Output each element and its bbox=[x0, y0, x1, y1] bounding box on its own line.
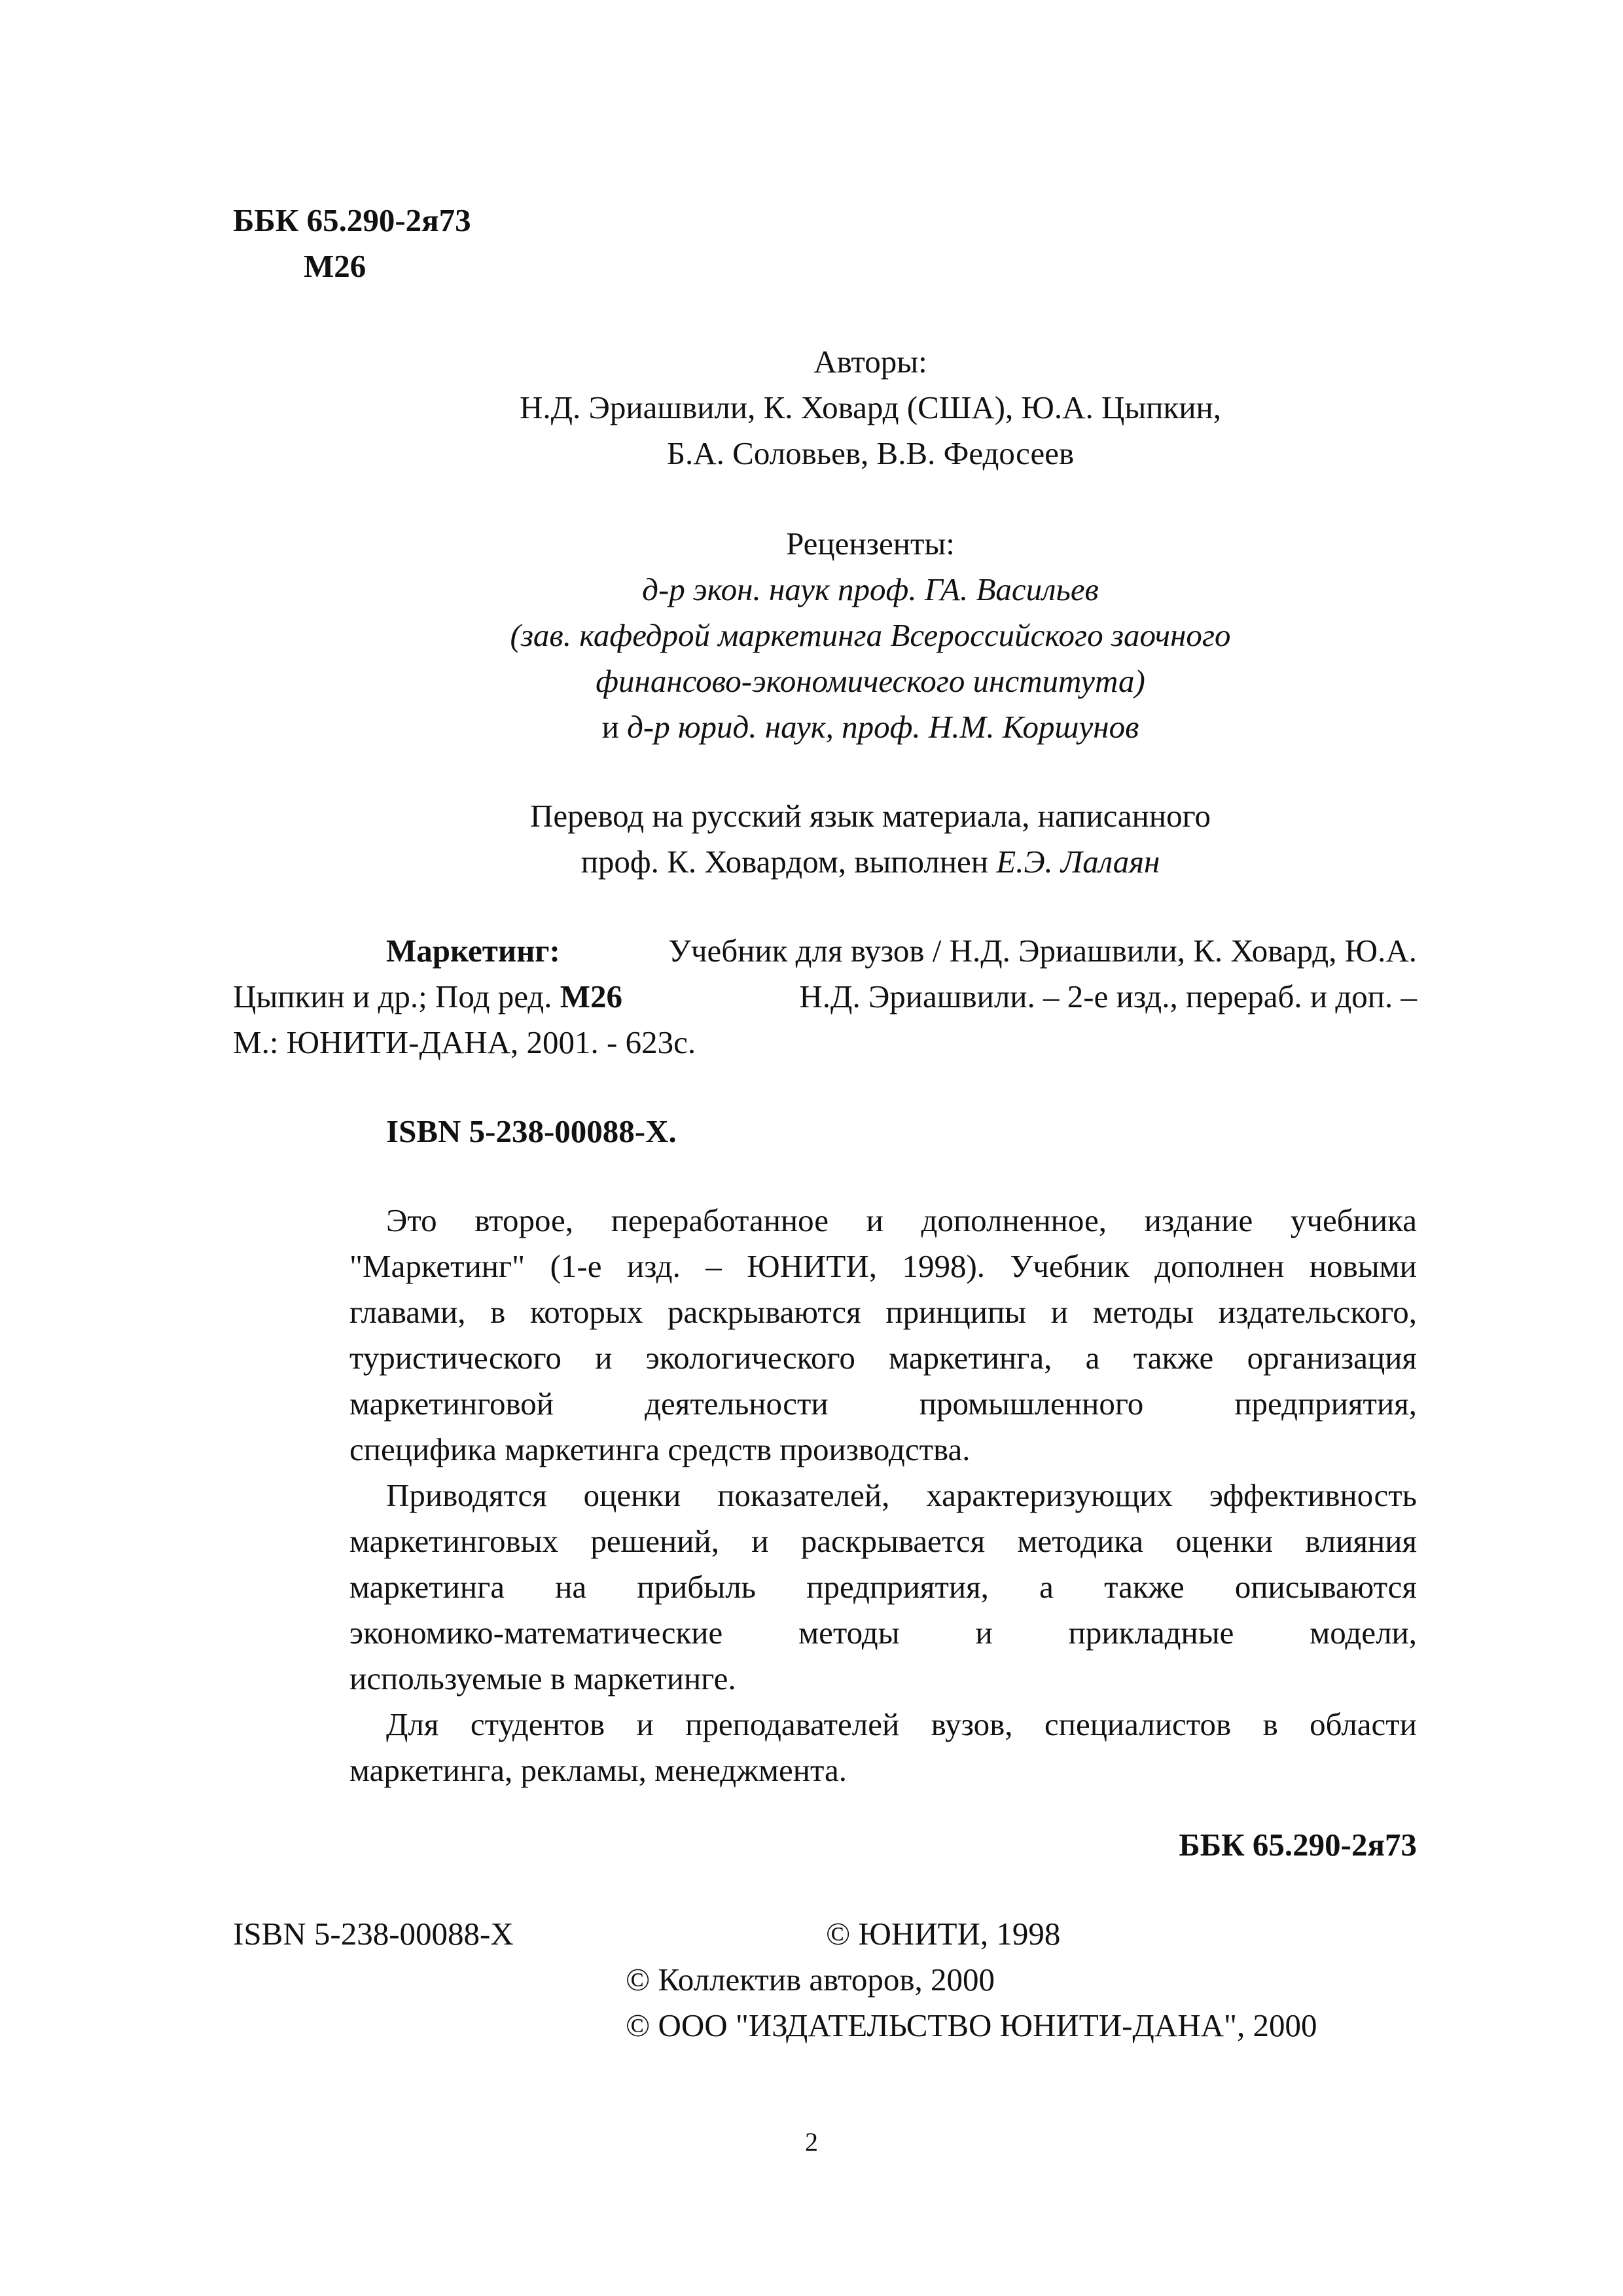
abstract-p2-line bbox=[349, 1564, 1417, 1610]
page-number: 2 bbox=[805, 2127, 818, 2157]
abstract-word: издание bbox=[1144, 1202, 1253, 1238]
abstract-word: и bbox=[751, 1523, 769, 1559]
abstract-word: главами, bbox=[349, 1294, 466, 1330]
bibliography-line-2-b: Н.Д. Эриашвили. – 2-е изд., перераб. и доп. – bbox=[799, 978, 1417, 1014]
author-mark: М26 bbox=[304, 248, 366, 284]
reviewer-2-line bbox=[0, 704, 1623, 750]
abstract-word: – bbox=[705, 1248, 722, 1284]
abstract-p3-line bbox=[386, 1702, 1417, 1748]
bibliography-line-3: М.: ЮНИТИ-ДАНА, 2001. - 623с. bbox=[233, 1024, 696, 1060]
bbk-code: ББК 65.290-2я73 bbox=[233, 202, 471, 238]
abstract-word: модели, bbox=[1310, 1615, 1417, 1651]
translation-line-1: Перевод на русский язык материала, написанного bbox=[529, 798, 1211, 834]
abstract-word: области bbox=[1310, 1706, 1417, 1742]
bibliography-title: Маркетинг: bbox=[386, 933, 560, 969]
abstract-word: изд. bbox=[626, 1248, 681, 1284]
authors-line-1: Н.Д. Эриашвили, К. Ховард (США), Ю.А. Цыпкин, bbox=[519, 389, 1222, 425]
abstract-word: и bbox=[1050, 1294, 1068, 1330]
bbk-code-right: ББК 65.290-2я73 bbox=[1179, 1827, 1417, 1863]
abstract-word: решений, bbox=[590, 1523, 719, 1559]
abstract-word: вузов, bbox=[931, 1706, 1013, 1742]
abstract-word: и bbox=[866, 1202, 883, 1238]
translation-prefix: проф. К. Ховардом, выполнен bbox=[580, 844, 989, 880]
abstract-word: методика bbox=[1017, 1523, 1144, 1559]
abstract-word: прибыль bbox=[637, 1569, 756, 1605]
abstract-word: промышленного bbox=[919, 1386, 1144, 1422]
copyright-authors: © Коллектив авторов, 2000 bbox=[626, 1962, 995, 1998]
abstract-word: в bbox=[490, 1294, 506, 1330]
abstract-p1-line bbox=[349, 1381, 1417, 1427]
abstract-word: в bbox=[1262, 1706, 1278, 1742]
reviewers-heading: Рецензенты: bbox=[786, 526, 955, 562]
abstract-word: предприятия, bbox=[806, 1569, 989, 1605]
abstract-word: туристического bbox=[349, 1340, 562, 1376]
abstract-p2-last-line: используемые в маркетинге. bbox=[349, 1660, 736, 1696]
abstract-p1-last-line: специфика маркетинга средств производства. bbox=[349, 1431, 971, 1467]
abstract-word: экономико-математические bbox=[349, 1615, 723, 1651]
bibliography-line-1-text: Учебник для вузов / Н.Д. Эриашвили, К. Ховард, Ю.А. bbox=[668, 933, 1417, 969]
abstract-word: которых bbox=[529, 1294, 643, 1330]
reviewer-2: д-р юрид. наук, проф. Н.М. Коршунов bbox=[627, 709, 1139, 745]
abstract-p3-last-line: маркетинга, рекламы, менеджмента. bbox=[349, 1752, 847, 1788]
abstract-word: на bbox=[555, 1569, 587, 1605]
abstract-word: также bbox=[1133, 1340, 1214, 1376]
reviewer-1-affiliation-cont: финансово-экономического института) bbox=[596, 663, 1145, 699]
abstract-word: а bbox=[1085, 1340, 1100, 1376]
bibliography-line-2 bbox=[233, 974, 1417, 1020]
abstract-word: ЮНИТИ, bbox=[747, 1248, 877, 1284]
abstract-word: Для bbox=[386, 1706, 439, 1742]
abstract-word: Приводятся bbox=[386, 1477, 547, 1513]
abstract-word: прикладные bbox=[1068, 1615, 1234, 1651]
abstract-word: 1998). bbox=[902, 1248, 986, 1284]
abstract-word: эффективность bbox=[1209, 1477, 1417, 1513]
abstract-word: маркетинговой bbox=[349, 1386, 554, 1422]
abstract-word: методы bbox=[1092, 1294, 1194, 1330]
abstract-word: учебника bbox=[1290, 1202, 1417, 1238]
bibliography-code: М26 bbox=[560, 978, 622, 1014]
copyright-unity: © ЮНИТИ, 1998 bbox=[826, 1916, 1061, 1952]
abstract-word: маркетинга bbox=[349, 1569, 505, 1605]
abstract-word: Это bbox=[386, 1202, 437, 1238]
abstract-word: влияния bbox=[1305, 1523, 1417, 1559]
authors-heading: Авторы: bbox=[813, 344, 927, 380]
abstract-word: издательского, bbox=[1218, 1294, 1417, 1330]
abstract-p1-line bbox=[386, 1198, 1417, 1244]
abstract-word: второе, bbox=[474, 1202, 574, 1238]
abstract-word: также bbox=[1104, 1569, 1185, 1605]
abstract-p1-line bbox=[349, 1289, 1417, 1335]
abstract-word: организация bbox=[1247, 1340, 1417, 1376]
abstract-word: и bbox=[975, 1615, 993, 1651]
abstract-word: оценки bbox=[583, 1477, 681, 1513]
abstract-word: характеризующих bbox=[926, 1477, 1173, 1513]
abstract-word: специалистов bbox=[1044, 1706, 1232, 1742]
abstract-word: принципы bbox=[885, 1294, 1027, 1330]
copyright-publisher: © ООО "ИЗДАТЕЛЬСТВО ЮНИТИ-ДАНА", 2000 bbox=[626, 2007, 1317, 2043]
abstract-word: описываются bbox=[1234, 1569, 1417, 1605]
abstract-word: студентов bbox=[470, 1706, 605, 1742]
abstract-word: (1-е bbox=[550, 1248, 602, 1284]
abstract-p1-line bbox=[349, 1244, 1417, 1289]
abstract-word: раскрываются bbox=[667, 1294, 861, 1330]
abstract-word: дополнен bbox=[1154, 1248, 1285, 1284]
footer-isbn: ISBN 5-238-00088-X bbox=[233, 1916, 514, 1952]
reviewer-1-affiliation: (зав. кафедрой маркетинга Всероссийского заочного bbox=[510, 617, 1231, 653]
abstract-word: а bbox=[1039, 1569, 1054, 1605]
abstract-word: оценки bbox=[1175, 1523, 1274, 1559]
abstract-word: преподавателей bbox=[685, 1706, 900, 1742]
authors-line-2: Б.А. Соловьев, В.В. Федосеев bbox=[666, 435, 1075, 471]
abstract-word: маркетинга, bbox=[889, 1340, 1052, 1376]
abstract-word: и bbox=[636, 1706, 654, 1742]
abstract-word: раскрывается bbox=[800, 1523, 986, 1559]
bibliography-line-1 bbox=[386, 928, 1417, 974]
reviewer-2-prefix: и bbox=[601, 709, 619, 745]
abstract-p2-line bbox=[386, 1473, 1417, 1518]
abstract-p2-line bbox=[349, 1610, 1417, 1656]
abstract-word: деятельности bbox=[645, 1386, 829, 1422]
abstract-word: Учебник bbox=[1010, 1248, 1130, 1284]
abstract-p2-line bbox=[349, 1518, 1417, 1564]
abstract-word: экологического bbox=[645, 1340, 855, 1376]
abstract-word: "Маркетинг" bbox=[349, 1248, 526, 1284]
translator-name: Е.Э. Лалаян bbox=[996, 844, 1160, 880]
abstract-word: дополненное, bbox=[921, 1202, 1107, 1238]
abstract-word: новыми bbox=[1309, 1248, 1417, 1284]
abstract-word: показателей, bbox=[717, 1477, 890, 1513]
reviewer-1: д-р экон. наук проф. ГА. Васильев bbox=[642, 571, 1099, 607]
abstract-word: переработанное bbox=[611, 1202, 829, 1238]
bibliography-line-2-a: Цыпкин и др.; Под ред. bbox=[233, 978, 552, 1014]
abstract-word: предприятия, bbox=[1234, 1386, 1417, 1422]
abstract-word: и bbox=[595, 1340, 613, 1376]
isbn-main: ISBN 5-238-00088-X. bbox=[386, 1113, 677, 1149]
translation-line-2 bbox=[0, 839, 1623, 885]
abstract-word: методы bbox=[798, 1615, 900, 1651]
abstract-p1-line bbox=[349, 1335, 1417, 1381]
abstract-word: маркетинговых bbox=[349, 1523, 559, 1559]
